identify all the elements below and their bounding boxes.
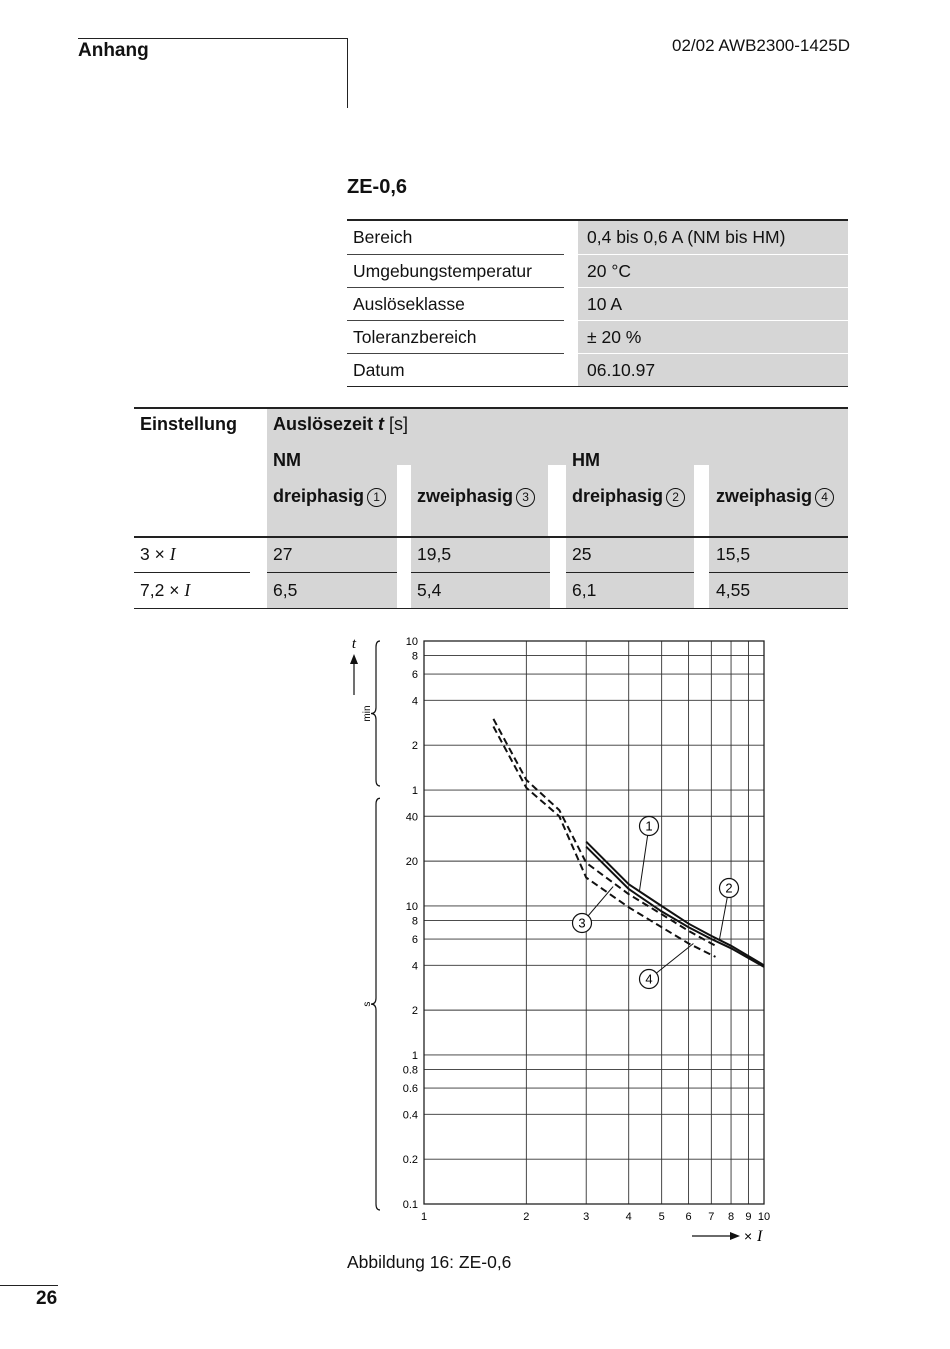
trip-curve-chart xyxy=(340,630,780,1245)
curve-marker-label: 2 xyxy=(725,880,733,896)
table-cell: 6,1 xyxy=(572,580,597,600)
y-unit-seconds: s xyxy=(362,1001,373,1007)
y-tick-label: 0.1 xyxy=(402,1199,418,1211)
table-cell: 6,5 xyxy=(273,580,298,600)
y-tick-label-minutes: 1 xyxy=(411,785,418,798)
trip-curve-1 xyxy=(586,842,764,966)
page-title: ZE-0,6 xyxy=(347,176,408,198)
spec-value: ± 20 % xyxy=(578,320,848,353)
spec-row xyxy=(347,353,848,386)
spec-value: 0,4 bis 0,6 A (NM bis HM) xyxy=(578,221,848,254)
y-axis-label: t xyxy=(351,636,357,652)
subheader-hm-three-phase: dreiphasig 2 xyxy=(572,486,685,507)
page-number: 26 xyxy=(36,1288,58,1309)
x-axis-times: × xyxy=(744,1228,753,1244)
table-cell: 19,5 xyxy=(417,544,452,564)
x-tick-label: 6 xyxy=(685,1211,692,1223)
table-cell: 4,55 xyxy=(716,580,751,600)
spec-row xyxy=(347,221,848,254)
spec-row xyxy=(347,320,848,353)
curve-marker-label: 4 xyxy=(645,971,653,987)
group-header-hm: HM xyxy=(572,450,600,470)
header-rule-vertical xyxy=(347,38,348,108)
y-tick-label-minutes: 8 xyxy=(411,650,418,663)
section-label: Anhang xyxy=(78,40,149,61)
y-tick-label-minutes: 4 xyxy=(411,695,418,708)
y-tick-label: 1 xyxy=(411,1049,418,1062)
table-row-setting: 7,2 × I xyxy=(140,580,191,600)
y-tick-label: 10 xyxy=(405,900,418,913)
column-header-setting: Einstellung xyxy=(140,414,238,434)
y-tick-label: 0.2 xyxy=(402,1154,418,1167)
y-tick-label: 0.4 xyxy=(402,1109,418,1122)
group-header-nm: NM xyxy=(273,450,301,470)
x-tick-label: 4 xyxy=(625,1211,632,1223)
y-tick-label-minutes: 10 xyxy=(405,636,418,648)
x-tick-label: 5 xyxy=(658,1211,665,1223)
curve-marker-icon: 1 xyxy=(367,488,386,507)
subheader-hm-two-phase: zweiphasig 4 xyxy=(716,486,834,507)
arrow-right-icon xyxy=(730,1232,740,1240)
y-tick-label: 0.8 xyxy=(402,1064,418,1077)
x-tick-label: 8 xyxy=(727,1211,735,1223)
y-tick-label: 4 xyxy=(411,960,418,973)
y-tick-label: 40 xyxy=(405,811,418,824)
table-cell: 15,5 xyxy=(716,544,751,564)
y-unit-minutes: min xyxy=(362,705,373,722)
y-tick-label: 0.6 xyxy=(402,1083,418,1096)
header-rule xyxy=(78,38,348,39)
table-cell: 27 xyxy=(273,544,293,564)
figure-caption: Abbildung 16: ZE-0,6 xyxy=(347,1252,512,1272)
x-axis-label: I xyxy=(757,1228,763,1245)
y-tick-label-minutes: 6 xyxy=(411,669,418,682)
spec-row xyxy=(347,254,848,287)
y-tick-label: 20 xyxy=(405,856,418,869)
trip-time-table xyxy=(134,407,848,609)
curve-marker-icon: 3 xyxy=(516,488,535,507)
curve-marker-icon: 4 xyxy=(815,488,834,507)
spec-label: Bereich xyxy=(353,227,413,247)
spec-value: 10 A xyxy=(578,287,848,320)
table-row-setting: 3 × I xyxy=(140,544,176,564)
x-tick-label: 9 xyxy=(745,1211,752,1223)
spec-value: 20 °C xyxy=(578,254,848,287)
y-tick-label: 6 xyxy=(411,934,418,947)
spec-label: Datum xyxy=(347,353,564,386)
spec-label: Auslöseklasse xyxy=(347,287,564,320)
spec-row xyxy=(347,287,848,320)
y-tick-label-minutes: 2 xyxy=(411,740,418,753)
y-tick-label: 2 xyxy=(411,1005,418,1018)
spec-label: Toleranzbereich xyxy=(347,320,564,353)
subheader-nm-two-phase: zweiphasig 3 xyxy=(417,486,535,507)
footer-rule xyxy=(0,1285,58,1286)
curve-marker-label: 3 xyxy=(578,915,586,931)
table-cell: 25 xyxy=(572,544,592,564)
spec-value: 06.10.97 xyxy=(578,353,848,386)
x-tick-label: 3 xyxy=(583,1211,590,1223)
spec-table xyxy=(347,219,848,387)
x-tick-label: 2 xyxy=(523,1211,530,1223)
y-tick-label: 8 xyxy=(411,915,418,928)
curve-marker-label: 1 xyxy=(645,818,653,834)
x-tick-label: 1 xyxy=(420,1211,428,1223)
plot-frame xyxy=(424,641,764,1204)
column-header-trip-time: Auslösezeit t [s] xyxy=(273,414,409,434)
document-id: 02/02 AWB2300-1425D xyxy=(672,36,850,55)
x-tick-label: 10 xyxy=(757,1211,771,1223)
arrow-up-icon xyxy=(350,654,358,664)
curve-marker-icon: 2 xyxy=(666,488,685,507)
x-tick-label: 7 xyxy=(708,1211,715,1223)
spec-label: Umgebungstemperatur xyxy=(347,254,564,287)
subheader-nm-three-phase: dreiphasig 1 xyxy=(273,486,386,507)
table-cell: 5,4 xyxy=(417,580,442,600)
